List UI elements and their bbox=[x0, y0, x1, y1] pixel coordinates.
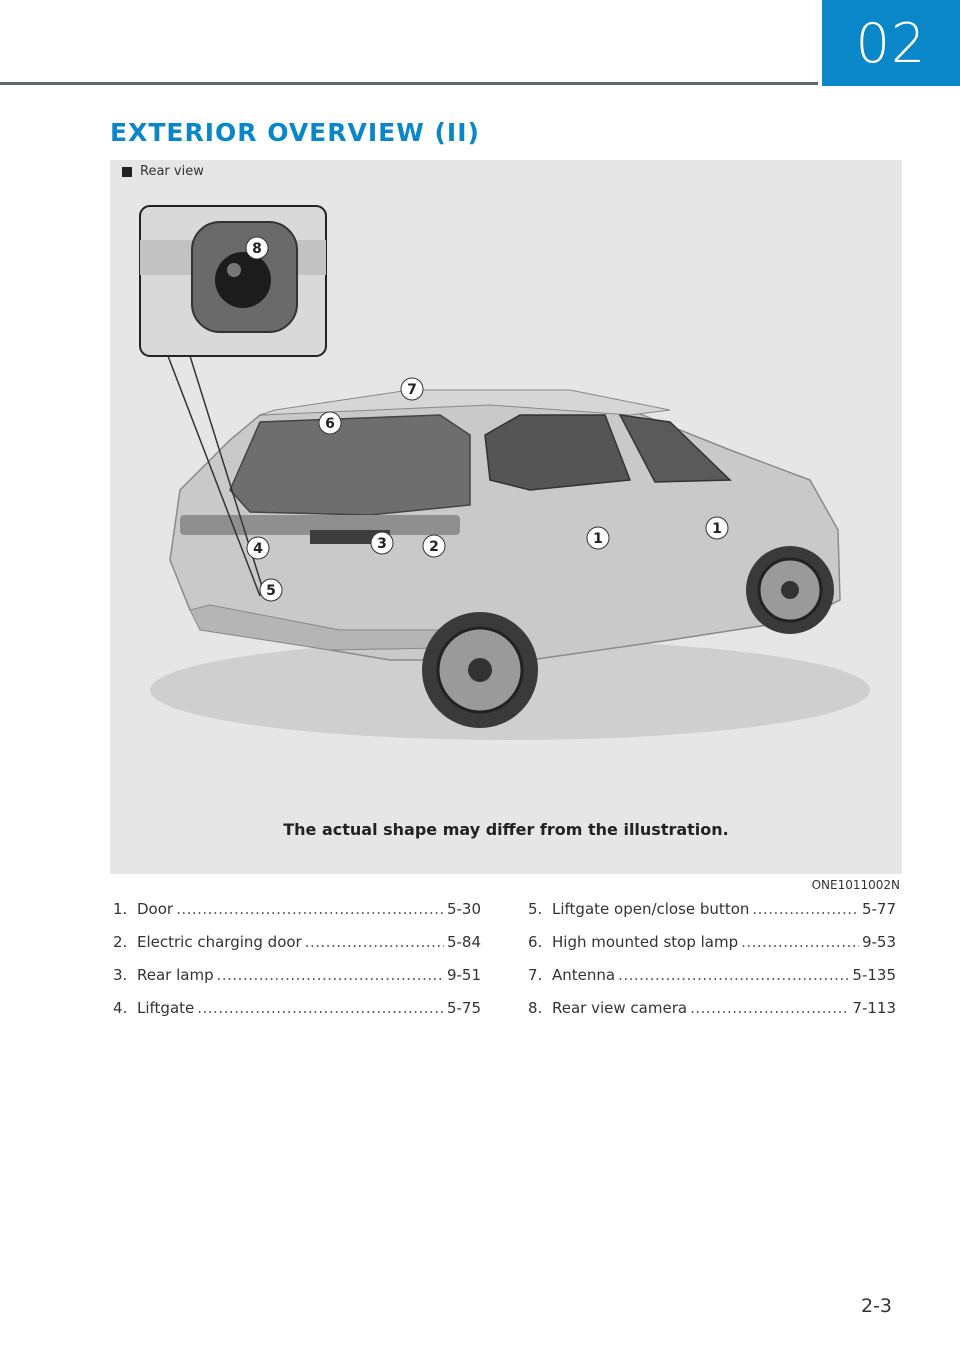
list-item: 5. Liftgate open/close button ..... 5-77 bbox=[528, 900, 896, 933]
svg-text:1: 1 bbox=[593, 531, 603, 547]
list-item: 3. Rear lamp ..... 9-51 bbox=[113, 966, 481, 999]
rear-view-figure bbox=[110, 160, 902, 874]
callout-3 bbox=[371, 532, 393, 554]
page-title: EXTERIOR OVERVIEW (II) bbox=[110, 118, 480, 147]
bullet-square-icon bbox=[122, 167, 132, 177]
item-list-left bbox=[113, 900, 481, 1032]
callout-1a bbox=[587, 527, 609, 549]
svg-text:6: 6 bbox=[325, 416, 335, 432]
figure-code: ONE1011002N bbox=[811, 878, 900, 892]
svg-text:3: 3 bbox=[377, 536, 387, 552]
callout-6 bbox=[319, 412, 341, 434]
list-item: 7. Antenna ..... 5-135 bbox=[528, 966, 896, 999]
svg-text:5: 5 bbox=[266, 583, 276, 599]
callout-5 bbox=[260, 579, 282, 601]
car-illustration bbox=[110, 160, 902, 874]
figure-caption: The actual shape may differ from the illustration. bbox=[283, 820, 729, 839]
figure-label-text: Rear view bbox=[140, 164, 204, 179]
callout-8 bbox=[246, 237, 268, 259]
callout-7 bbox=[401, 378, 423, 400]
callout-2 bbox=[423, 535, 445, 557]
list-item: 2. Electric charging door ..... 5-84 bbox=[113, 933, 481, 966]
svg-text:2: 2 bbox=[429, 539, 439, 555]
list-item: 8. Rear view camera ..... 7-113 bbox=[528, 999, 896, 1032]
svg-text:8: 8 bbox=[252, 241, 262, 257]
page-number: 2-3 bbox=[860, 1295, 892, 1317]
header-rule bbox=[0, 82, 818, 85]
svg-text:1: 1 bbox=[712, 521, 722, 537]
svg-text:4: 4 bbox=[253, 541, 263, 557]
item-list-right bbox=[528, 900, 896, 1032]
chapter-tab: 02 bbox=[822, 0, 960, 86]
svg-text:7: 7 bbox=[407, 382, 417, 398]
list-item: 1. Door ..... 5-30 bbox=[113, 900, 481, 933]
callout-4 bbox=[247, 537, 269, 559]
figure-label bbox=[122, 164, 204, 179]
list-item: 4. Liftgate ..... 5-75 bbox=[113, 999, 481, 1032]
list-item: 6. High mounted stop lamp ..... 9-53 bbox=[528, 933, 896, 966]
callout-1b bbox=[706, 517, 728, 539]
